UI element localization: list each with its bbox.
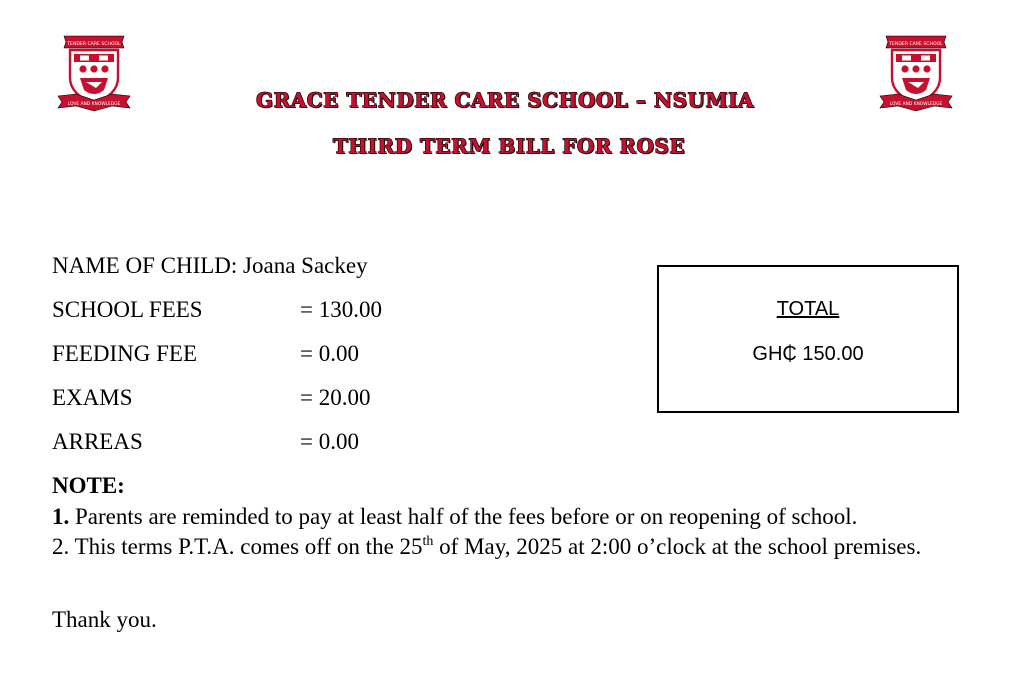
crest-motto-text: LOVE AND KNOWLEDGE xyxy=(889,102,943,107)
child-name-label: NAME OF CHILD: xyxy=(52,253,238,278)
note-item-2-ordinal-suffix: th xyxy=(422,534,434,549)
crest-motto-text: LOVE AND KNOWLEDGE xyxy=(67,102,121,107)
note-item-1 xyxy=(52,501,932,532)
note-item-1-number: 1. xyxy=(52,504,70,529)
note-heading: NOTE: xyxy=(52,473,125,498)
child-name-value: Joana Sackey xyxy=(243,253,368,278)
total-amount: GH₵ 150.00 xyxy=(752,343,864,365)
bill-title-heading: THIRD TERM BILL FOR ROSE xyxy=(332,134,686,158)
note-item-2 xyxy=(52,531,932,562)
child-name-line xyxy=(52,252,368,280)
crest-top-text: TENDER CARE SCHOOL xyxy=(67,42,121,47)
closing-thank-you: Thank you. xyxy=(52,607,157,632)
fee-label-arreas: ARREAS xyxy=(52,429,143,454)
total-box xyxy=(657,265,959,413)
school-name-heading: GRACE TENDER CARE SCHOOL – NSUMIA xyxy=(256,88,754,112)
note-item-2-text-start: 2. This terms P.T.A. comes off on the 25 xyxy=(52,534,423,559)
fee-value-school-fees: = 130.00 xyxy=(300,297,382,322)
total-label: TOTAL xyxy=(776,298,840,320)
crest-top-text: TENDER CARE SCHOOL xyxy=(889,42,943,47)
fee-label-exams: EXAMS xyxy=(52,385,133,410)
fee-value-arreas: = 0.00 xyxy=(300,429,359,454)
fee-label-feeding-fee: FEEDING FEE xyxy=(52,341,198,366)
fee-value-exams: = 20.00 xyxy=(300,385,371,410)
note-item-1-text: Parents are reminded to pay at least half of the fees before or on reopening of school. xyxy=(75,504,858,529)
fee-value-feeding-fee: = 0.00 xyxy=(300,341,359,366)
note-item-2-text-end: of May, 2025 at 2:00 o’clock at the school premises. xyxy=(439,534,922,559)
fee-label-school-fees: SCHOOL FEES xyxy=(52,297,203,322)
